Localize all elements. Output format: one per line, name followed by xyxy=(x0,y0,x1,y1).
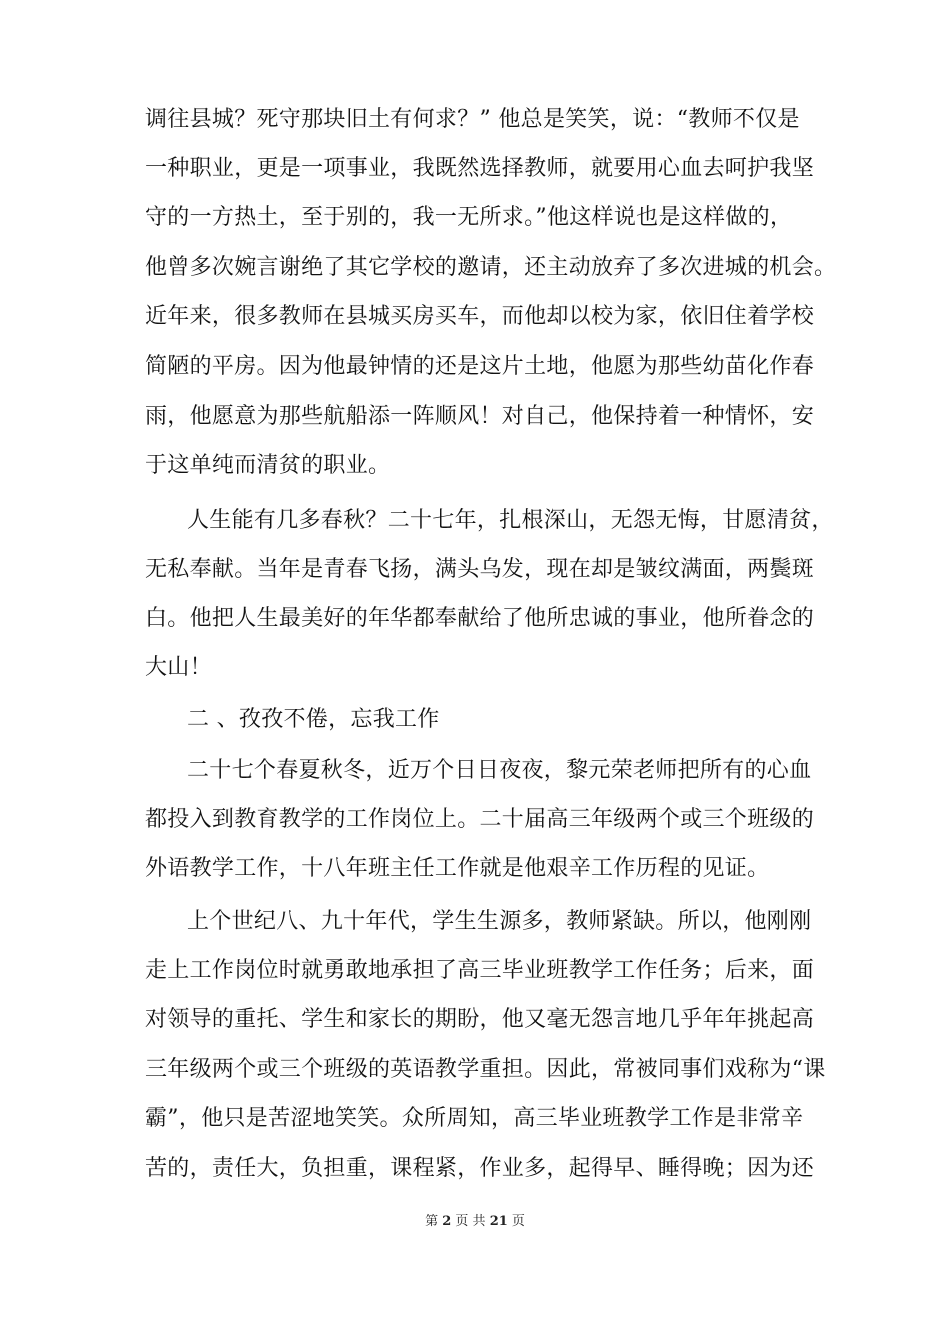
text-line: 他曾多次婉言谢绝了其它学校的邀请，还主动放弃了多次进城的机会。 xyxy=(145,255,837,280)
page-footer xyxy=(0,1213,950,1231)
text-line: 对领导的重托、学生和家长的期盼，他又毫无怨言地几乎年年挑起高 xyxy=(145,1007,815,1032)
footer-middle: 页 共 xyxy=(455,1214,486,1229)
text-line: 雨，他愿意为那些航船添一阵顺风！对自己，他保持着一种情怀，安 xyxy=(145,404,815,429)
text-line: 一种职业，更是一项事业，我既然选择教师，就要用心血去呵护我坚 xyxy=(145,156,815,181)
footer-page-number: 2 xyxy=(442,1214,452,1229)
text-line: 调往县城？死守那块旧土有何求？” 他总是笑笑，说：“教师不仅是 xyxy=(145,107,800,132)
text-line: 走上工作岗位时就勇敢地承担了高三毕业班教学工作任务；后来，面 xyxy=(145,958,815,983)
section-heading: 二 、孜孜不倦，忘我工作 xyxy=(187,707,440,732)
text-line: 于这单纯而清贫的职业。 xyxy=(145,453,391,478)
text-line: 近年来，很多教师在县城买房买车，而他却以校为家，依旧住着学校 xyxy=(145,304,815,329)
paragraph-first-line: 上个世纪八、九十年代，学生生源多，教师紧缺。所以，他刚刚 xyxy=(187,909,812,934)
text-line: 简陋的平房。因为他最钟情的还是这片土地，他愿为那些幼苗化作春 xyxy=(145,354,815,379)
footer-suffix: 页 xyxy=(511,1214,525,1229)
footer-prefix: 第 xyxy=(425,1214,439,1229)
text-line: 都投入到教育教学的工作岗位上。二十届高三年级两个或三个班级的 xyxy=(145,807,815,832)
text-line: 苦的，责任大，负担重，课程紧，作业多，起得早、睡得晚；因为还 xyxy=(145,1156,815,1181)
text-line: 霸”，他只是苦涩地笑笑。众所周知，高三毕业班教学工作是非常辛 xyxy=(145,1106,804,1131)
text-line: 白。他把人生最美好的年华都奉献给了他所忠诚的事业，他所眷念的 xyxy=(145,606,815,631)
text-line: 三年级两个或三个班级的英语教学重担。因此，常被同事们戏称为“课 xyxy=(145,1057,826,1082)
text-line: 守的一方热土，至于别的，我一无所求。”他这样说也是这样做的， xyxy=(145,205,793,230)
text-line: 外语教学工作，十八年班主任工作就是他艰辛工作历程的见证。 xyxy=(145,856,770,881)
paragraph-first-line: 人生能有几多春秋？二十七年，扎根深山，无怨无悔，甘愿清贫， xyxy=(187,508,834,533)
paragraph-first-line: 二十七个春夏秋冬，近万个日日夜夜，黎元荣老师把所有的心血 xyxy=(187,758,812,783)
footer-total-pages: 21 xyxy=(489,1214,508,1229)
text-line: 无私奉献。当年是青春飞扬，满头乌发，现在却是皱纹满面，两鬓斑 xyxy=(145,557,815,582)
text-line: 大山！ xyxy=(145,655,212,680)
